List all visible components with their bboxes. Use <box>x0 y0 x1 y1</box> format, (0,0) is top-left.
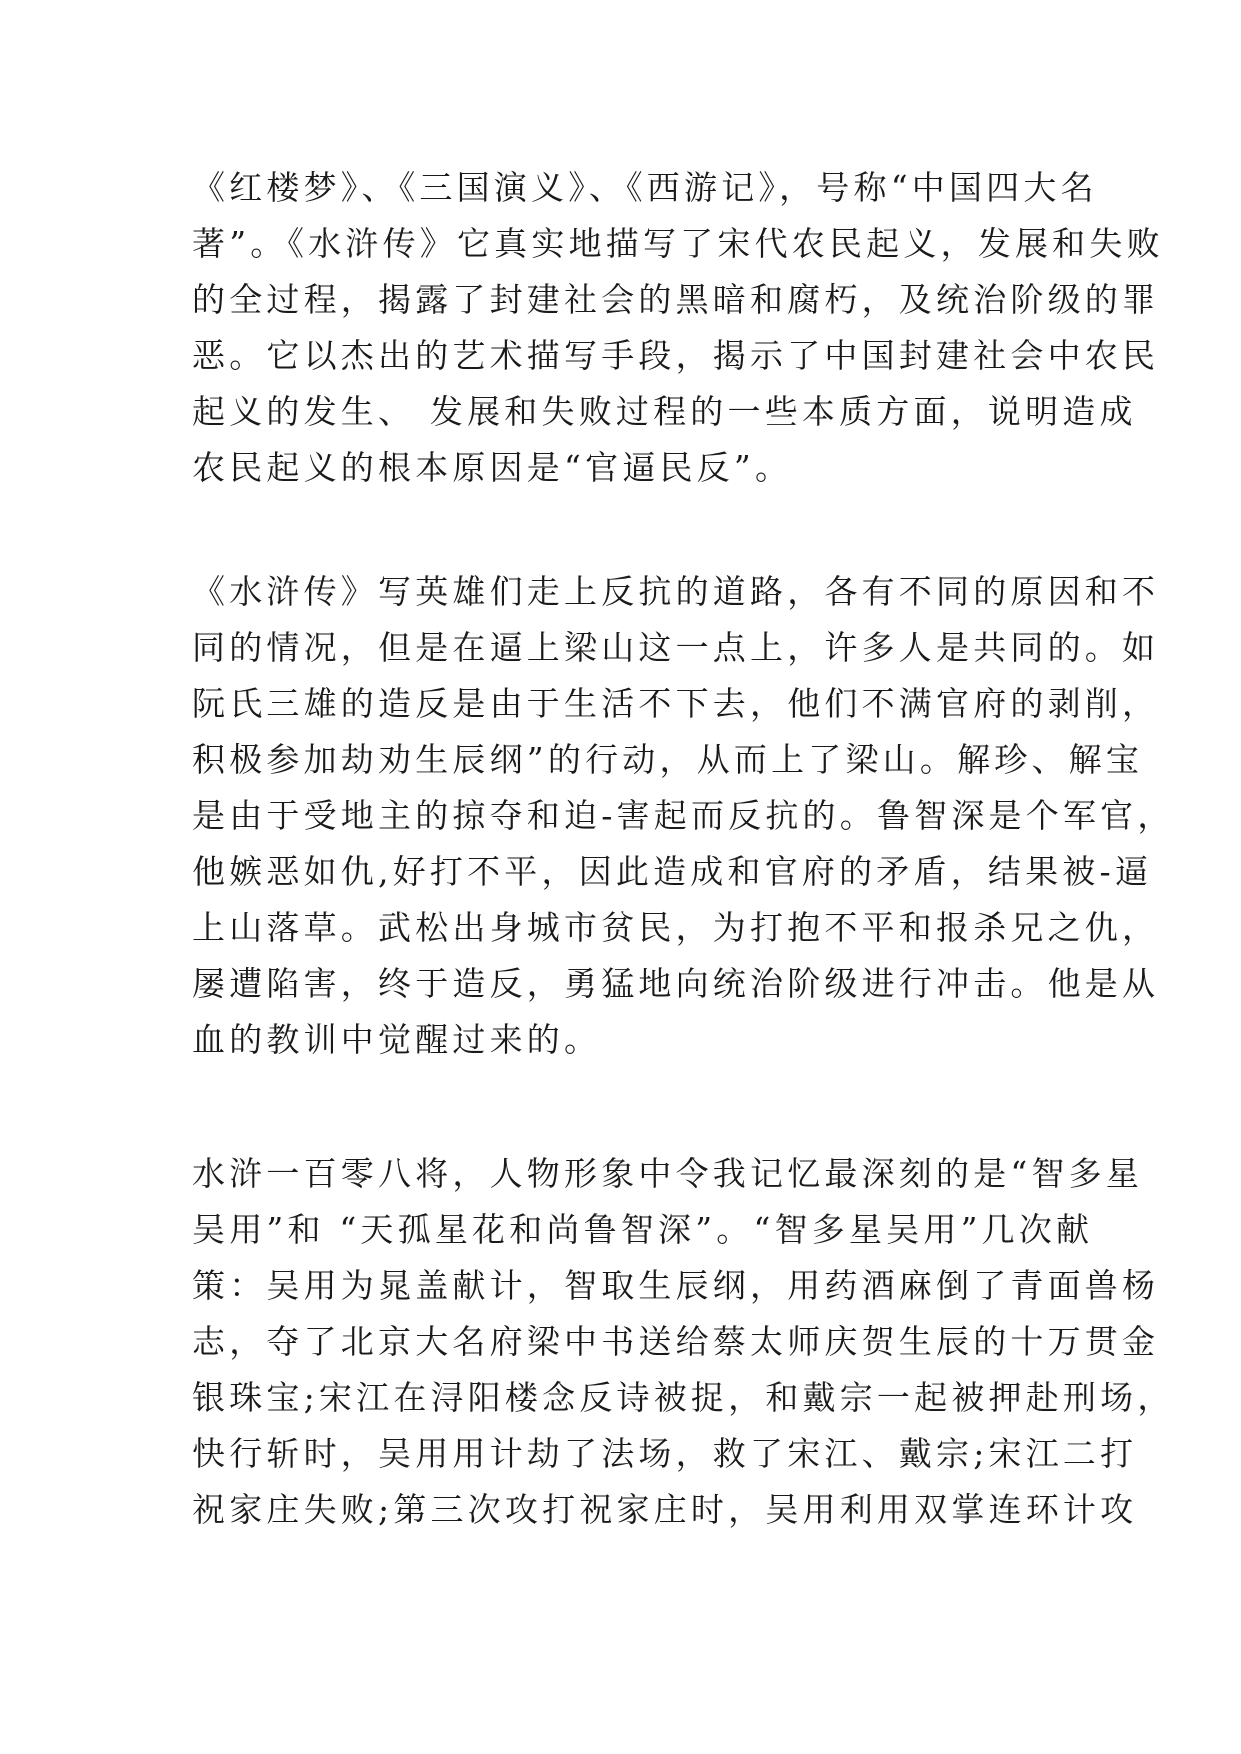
text-line: 同的情况，但是在逼上梁山这一点上，许多人是共同的。如 <box>192 628 1160 667</box>
text-line: 是由于受地主的掠夺和迫-害起而反抗的。鲁智深是个军官， <box>192 796 1175 835</box>
text-line: 积极参加劫劝生辰纲”的行动，从而上了梁山。解珍、解宝 <box>192 740 1144 779</box>
text-line: 银珠宝;宋江在浔阳楼念反诗被捉，和戴宗一起被押赴刑场， <box>192 1378 1175 1417</box>
text-line: 屡遭陷害，终于造反，勇猛地向统治阶级进行冲击。他是从 <box>192 964 1160 1003</box>
paragraph-3 <box>192 1146 1175 1538</box>
text-line: 阮氏三雄的造反是由于生活不下去，他们不满官府的剥削， <box>192 684 1160 723</box>
text-line: 《水浒传》写英雄们走上反抗的道路，各有不同的原因和不 <box>192 572 1160 611</box>
text-line: 祝家庄失败;第三次攻打祝家庄时，吴用利用双掌连环计攻 <box>192 1490 1138 1529</box>
paragraph-2 <box>192 564 1175 1068</box>
text-line: 策：吴用为晁盖献计，智取生辰纲，用药酒麻倒了青面兽杨 <box>192 1266 1160 1305</box>
paragraph-1 <box>192 160 1164 496</box>
text-line: 快行斩时，吴用用计劫了法场，救了宋江、戴宗;宋江二打 <box>192 1434 1138 1473</box>
text-line: 他嫉恶如仇,好打不平，因此造成和官府的矛盾，结果被-逼 <box>192 852 1153 891</box>
text-line: 水浒一百零八将，人物形象中令我记忆最深刻的是“智多星 <box>192 1154 1144 1193</box>
text-line: 起义的发生、 发展和失败过程的一些本质方面，说明造成 <box>192 392 1137 431</box>
text-line: 的全过程，揭露了封建社会的黑暗和腐朽，及统治阶级的罪 <box>192 280 1160 319</box>
text-line: 上山落草。武松出身城市贫民，为打抱不平和报杀兄之仇， <box>192 908 1160 947</box>
text-line: 《红楼梦》、《三国演义》、《西游记》，号称“中国四大名 <box>192 168 1098 207</box>
text-line: 农民起义的根本原因是“官逼民反”。 <box>192 448 793 487</box>
text-line: 血的教训中觉醒过来的。 <box>192 1020 602 1059</box>
text-line: 志，夺了北京大名府梁中书送给蔡太师庆贺生辰的十万贯金 <box>192 1322 1160 1361</box>
text-line: 恶。它以杰出的艺术描写手段，揭示了中国封建社会中农民 <box>192 336 1160 375</box>
text-line: 著”。《水浒传》它真实地描写了宋代农民起义，发展和失败 <box>192 224 1164 263</box>
text-line: 吴用”和 “天孤星花和尚鲁智深”。“智多星吴用”几次献 <box>192 1210 1094 1249</box>
